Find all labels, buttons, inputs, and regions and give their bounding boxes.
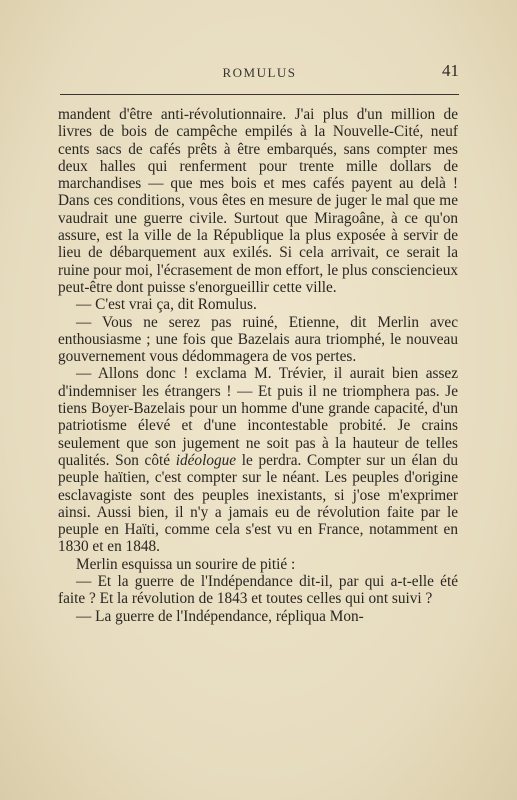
paragraph: Merlin esquissa un sourire de pitié :	[76, 555, 296, 573]
paragraph: — Et la guerre de l'Indépendance dit-il, par qui a-t-elle été faite ? Et la révolution de 1843 et toutes celles qui ont suivi ?	[58, 573, 458, 608]
page-number: 41	[442, 61, 459, 80]
running-title: ROMULUS	[222, 65, 297, 80]
paragraph-text: le perdra. Compter sur un élan du peuple haïtien, c'est compter sur le néant. Les peuples d'origine esclavagiste sont des peuples inexistants, si j'ose m'exprimer ainsi. Aussi bien, il n'y a jamais eu de révolution faite par le peuple en Haïti, comme cela s'est vu en France, notamment en 1830 et en 1848.	[58, 451, 459, 556]
paragraph-text: — Allons donc ! exclama M. Trévier, il aurait bien assez d'indemniser les étrangers ! — Et puis il ne triomphera pas. Je tiens Boyer-Bazelais pour un homme d'une grande capacité, d'un patriotisme élevé et d'une incontestable probité. Je crains seulement que son jugement ne soit pas à la hauteur de telles qualités. Son côté	[58, 365, 458, 469]
italic-word: idéologue	[175, 451, 237, 469]
paragraph: — La guerre de l'Indépendance, répliqua Mon-	[76, 607, 364, 625]
paragraph	[58, 365, 458, 555]
paragraph: — Vous ne serez pas ruiné, Etienne, dit Merlin avec enthousiasme ; une fois que Bazelais aura triomphé, le nouveau gouvernement vous dédommagera de vos pertes.	[58, 313, 458, 366]
header-rule	[60, 94, 459, 95]
body-text	[58, 106, 458, 625]
running-head	[60, 63, 459, 83]
paragraph: — C'est vrai ça, dit Romulus.	[76, 296, 257, 314]
paragraph: mandent d'être anti-révolutionnaire. J'ai plus d'un million de livres de bois de campêche empilés à la Nouvelle-Cité, neuf cents sacs de cafés prêts à être embarqués, sans compter mes deux halles qui renferment pour trente mille dollars de marchandises — que mes bois et mes cafés payent au delà ! Dans ces conditions, vous êtes en mesure de juger le mal que me vaudrait une guerre civile. Surtout que Miragoâne, à ce qu'on assure, est la ville de la République la plus exposée à servir de lieu de débarquement aux exilés. Si cela arrivait, ce serait la ruine pour moi, l'écrasement de mon effort, le plus consciencieux peut-être dont puisse s'enorgueillir cette ville.	[58, 106, 458, 296]
